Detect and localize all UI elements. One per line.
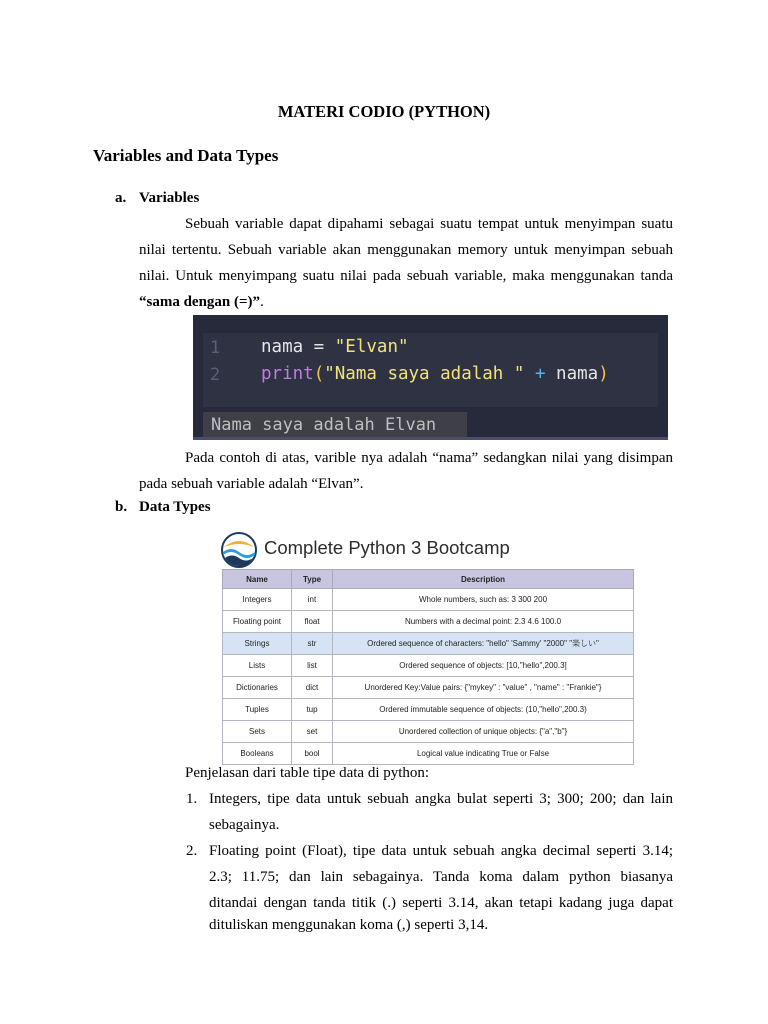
line-number: 1 bbox=[210, 338, 221, 358]
page-title: MATERI CODIO (PYTHON) bbox=[277, 102, 491, 121]
cell-type: int bbox=[292, 589, 333, 611]
section-heading: Variables and Data Types bbox=[93, 146, 279, 165]
code-var: nama bbox=[556, 364, 599, 384]
list-item-2-line2: 2.3; 11.75; dan lain sebagainya. Tanda koma dalam python biasanya bbox=[209, 869, 673, 885]
code-string: "Elvan" bbox=[334, 337, 409, 357]
table-row bbox=[223, 699, 634, 721]
cell-description: Whole numbers, such as: 3 300 200 bbox=[333, 589, 634, 611]
cell-type: str bbox=[292, 633, 333, 655]
list-item-1-line1: Integers, tipe data untuk sebuah angka bulat seperti 3; 300; 200; dan lain bbox=[209, 791, 673, 807]
list-item-1-line2: sebagainya. bbox=[209, 817, 280, 833]
table-row bbox=[223, 743, 634, 765]
code-paren-close: ) bbox=[598, 364, 609, 384]
cell-name: Tuples bbox=[223, 699, 292, 721]
para1-line2: nilai tertentu. Sebuah variable akan menggunakan memory untuk menyimpan sebuah bbox=[139, 242, 673, 258]
code-string: "Nama saya adalah " bbox=[324, 364, 525, 384]
list-number: 1. bbox=[186, 791, 198, 807]
cell-description: Logical value indicating True or False bbox=[333, 743, 634, 765]
cell-type: list bbox=[292, 655, 333, 677]
code-paren-open: ( bbox=[313, 364, 325, 384]
cell-name: Floating point bbox=[223, 611, 292, 633]
cell-type: dict bbox=[292, 677, 333, 699]
table-row-highlighted bbox=[223, 633, 634, 655]
code-output: Nama saya adalah Elvan bbox=[203, 412, 467, 438]
section-a-title: Variables bbox=[139, 190, 200, 206]
cell-name: Lists bbox=[223, 655, 292, 677]
table-intro: Penjelasan dari table tipe data di python: bbox=[185, 765, 430, 781]
section-a-label: a. bbox=[115, 190, 127, 206]
para2-line1: Pada contoh di atas, varible nya adalah “nama” sedangkan nilai yang disimpan bbox=[185, 450, 673, 466]
bootcamp-table-image bbox=[218, 523, 648, 758]
cell-type: bool bbox=[292, 743, 333, 765]
column-header: Name bbox=[223, 570, 292, 589]
cell-type: float bbox=[292, 611, 333, 633]
line-number: 2 bbox=[210, 365, 221, 385]
column-header: Type bbox=[292, 570, 333, 589]
cell-type: tup bbox=[292, 699, 333, 721]
section-b-label: b. bbox=[115, 499, 128, 515]
cell-name: Dictionaries bbox=[223, 677, 292, 699]
list-item-2-line1: Floating point (Float), tipe data untuk sebuah angka decimal seperti 3.14; bbox=[209, 843, 673, 859]
para1-end: . bbox=[260, 294, 264, 310]
cell-description: Ordered sequence of objects: [10,"hello",200.3] bbox=[333, 655, 634, 677]
cell-name: Sets bbox=[223, 721, 292, 743]
table-row bbox=[223, 611, 634, 633]
table-row bbox=[223, 655, 634, 677]
code-var: nama = bbox=[261, 337, 335, 357]
code-scrollbar bbox=[193, 437, 668, 440]
code-example bbox=[193, 315, 668, 440]
equals-sign-term: “sama dengan (=)” bbox=[139, 294, 261, 310]
code-operator: + bbox=[524, 364, 557, 384]
table-row bbox=[223, 589, 634, 611]
cell-description: Ordered sequence of characters: "hello" 'Sammy' "2000" "楽しい" bbox=[333, 633, 634, 655]
section-b-title: Data Types bbox=[139, 499, 211, 515]
table-row bbox=[223, 721, 634, 743]
cell-description: Ordered immutable sequence of objects: (10,"hello",200.3) bbox=[333, 699, 634, 721]
para2-line2: pada sebuah variable adalah “Elvan”. bbox=[139, 476, 364, 492]
cell-description: Unordered collection of unique objects: {"a","b"} bbox=[333, 721, 634, 743]
table-header-row bbox=[223, 570, 634, 589]
list-item-2-line3: ditandai dengan tanda titik (.) seperti 3.14, akan tetapi kadang juga dapat bbox=[209, 895, 673, 911]
code-line-1 bbox=[261, 337, 409, 357]
list-item-2-line4: dituliskan menggunakan koma (,) seperti 3,14. bbox=[209, 917, 489, 933]
cell-name: Booleans bbox=[223, 743, 292, 765]
table-row bbox=[223, 677, 634, 699]
data-types-table bbox=[222, 569, 634, 765]
cell-description: Unordered Key:Value pairs: {"mykey" : "value" , "name" : "Frankie"} bbox=[333, 677, 634, 699]
bootcamp-logo-icon bbox=[220, 531, 258, 569]
code-function: print bbox=[261, 364, 314, 384]
cell-name: Strings bbox=[223, 633, 292, 655]
cell-type: set bbox=[292, 721, 333, 743]
para1-line3: nilai. Untuk menyimpang suatu nilai pada sebuah variable, maka menggunakan tanda bbox=[139, 268, 673, 284]
para1-line4 bbox=[139, 289, 264, 315]
cell-description: Numbers with a decimal point: 2.3 4.6 100.0 bbox=[333, 611, 634, 633]
code-line-2 bbox=[261, 364, 609, 384]
column-header: Description bbox=[333, 570, 634, 589]
list-number: 2. bbox=[186, 843, 198, 859]
bootcamp-title: Complete Python 3 Bootcamp bbox=[264, 537, 510, 558]
para1-line1: Sebuah variable dapat dipahami sebagai suatu tempat untuk menyimpan suatu bbox=[185, 216, 673, 232]
cell-name: Integers bbox=[223, 589, 292, 611]
